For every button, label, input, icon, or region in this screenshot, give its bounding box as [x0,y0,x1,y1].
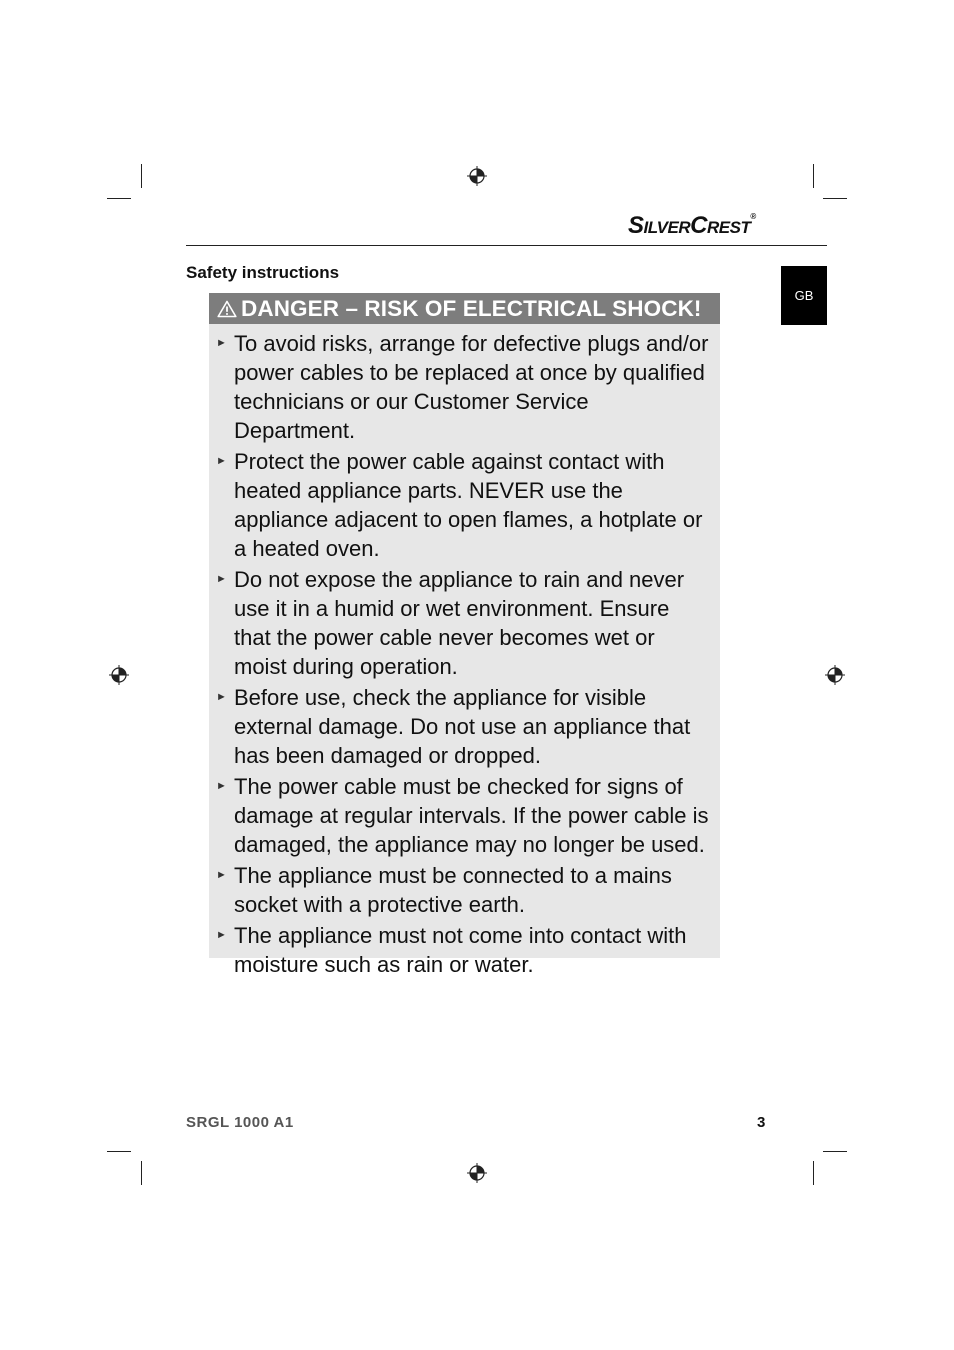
list-item: ► Before use, check the appliance for visible external damage. Do not use an appliance that has been damaged or dropped. [216,685,691,768]
crop-mark [813,164,814,188]
bullet-arrow-icon: ► [216,780,227,792]
crop-mark [141,1161,142,1185]
crop-mark [823,198,847,199]
crop-mark [107,1151,131,1152]
bullet-arrow-icon: ► [216,929,227,941]
registration-mark-icon [467,166,487,186]
list-item: ► The power cable must be checked for signs of damage at regular intervals. If the power cable is damaged, the appliance may no longer be used. [216,774,709,857]
bullet-arrow-icon: ► [216,455,227,467]
list-item: ► The appliance must be connected to a mains socket with a protective earth. [216,863,672,917]
language-tab-label: GB [794,288,814,303]
list-item: ► Do not expose the appliance to rain and never use it in a humid or wet environment. Ensure that the power cable never becomes wet or moist during operation. [216,567,685,679]
bullet-arrow-icon: ► [216,869,227,881]
list-item: ► To avoid risks, arrange for defective plugs and/or power cables to be replaced at once by qualified technicians or our Customer Service Department. [216,331,709,443]
crop-mark [107,198,131,199]
danger-warning-box [209,293,720,977]
section-title: Safety instructions [186,263,340,282]
bullet-arrow-icon: ► [216,573,227,585]
brand-logo: SILVERCREST® [628,212,756,239]
registration-mark-icon [825,665,845,685]
danger-heading-text: DANGER – RISK OF ELECTRICAL SHOCK! [241,295,702,321]
crop-mark [813,1161,814,1185]
list-item: ► The appliance must not come into contact with moisture such as rain or water. [216,923,687,977]
registration-mark-icon [467,1163,487,1183]
registration-mark-icon [109,665,129,685]
crop-mark [823,1151,847,1152]
page-number: 3 [757,1114,766,1131]
bullet-arrow-icon: ► [216,337,227,349]
bullet-arrow-icon: ► [216,691,227,703]
warning-triangle-icon [217,300,237,318]
danger-heading [209,293,720,324]
list-item: ► Protect the power cable against contact with heated appliance parts. NEVER use the appliance adjacent to open flames, a hotplate or a heated oven. [216,449,703,561]
footer-model-number: SRGL 1000 A1 [186,1114,294,1131]
crop-mark [141,164,142,188]
warning-list [209,324,720,979]
language-tab [781,266,827,325]
header-rule [186,245,827,246]
